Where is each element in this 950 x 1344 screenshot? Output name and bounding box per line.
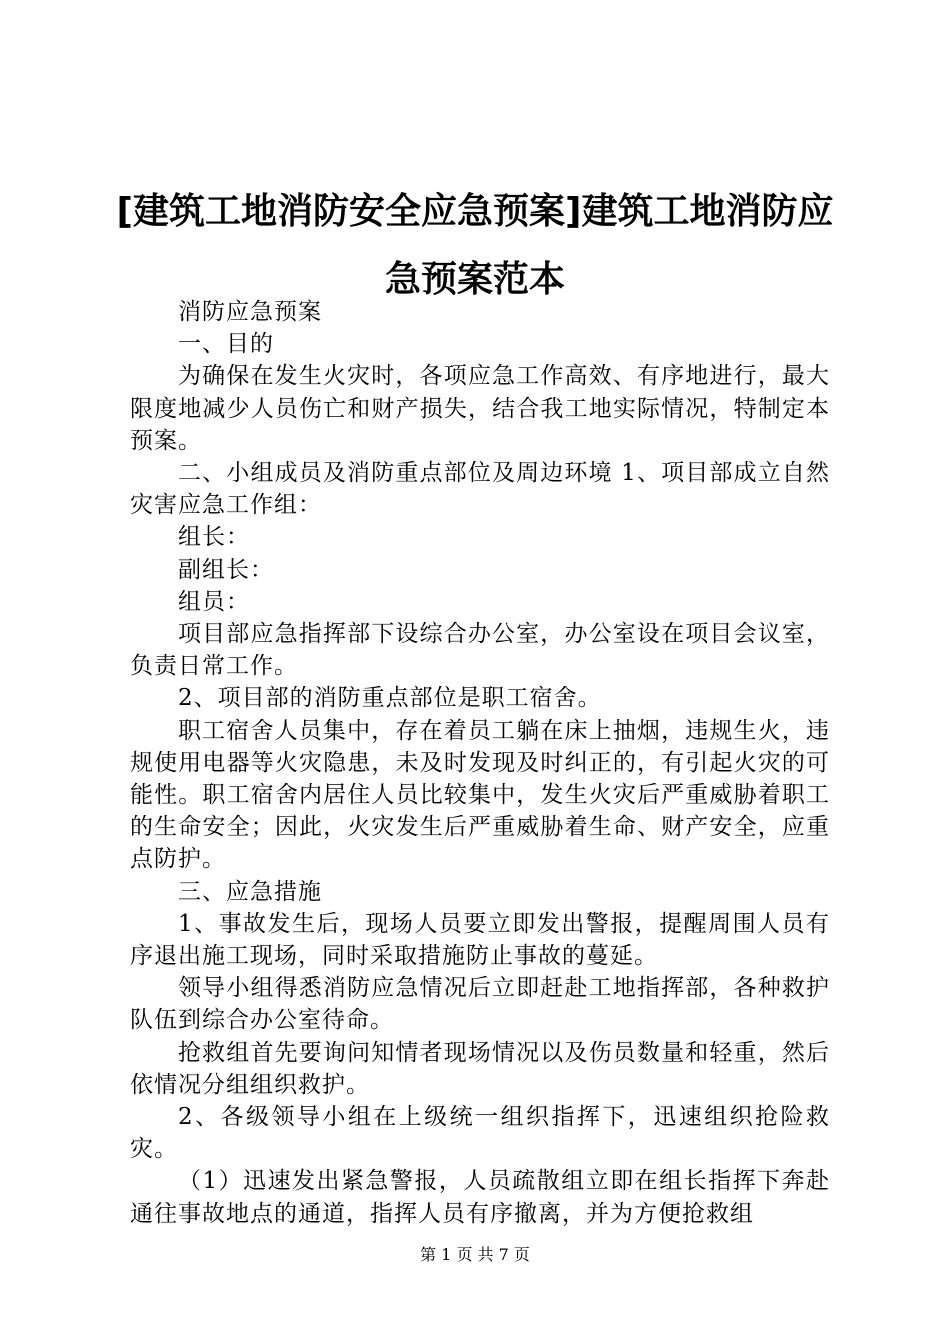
paragraph: 为确保在发生火灾时，各项应急工作高效、有序地进行，最大限度地减少人员伤亡和财产损失，结合我工地实际情况，特制定本预案。 <box>130 363 830 454</box>
title-line-2: 急预案范本 <box>384 259 565 300</box>
title-line-1: [建筑工地消防安全应急预案]建筑工地消防应 <box>116 191 834 232</box>
paragraph: 2、各级领导小组在上级统一组织指挥下，迅速组织抢险救灾。 <box>130 1104 830 1163</box>
document-body <box>130 296 830 1230</box>
paragraph: 组长： <box>178 524 250 551</box>
paragraph: 领导小组得悉消防应急情况后立即赶赴工地指挥部，各种救护队伍到综合办公室待命。 <box>130 975 830 1034</box>
page-footer: 第 1 页 共 7 页 <box>420 1245 530 1264</box>
paragraph: 消防应急预案 <box>178 299 322 325</box>
paragraph: 1、事故发生后，现场人员要立即发出警报，提醒周围人员有序退出施工现场，同时采取措施防止事故的蔓延。 <box>130 910 830 970</box>
paragraph: 2、项目部的消防重点部位是职工宿舍。 <box>178 685 602 712</box>
paragraph: 副组长： <box>178 556 274 583</box>
paragraph: （1）迅速发出紧急警报，人员疏散组立即在组长指挥下奔赴通往事故地点的通道，指挥人员有序撤离，并为方便抢救组 <box>130 1168 830 1227</box>
document-title <box>0 178 950 314</box>
paragraph: 组员： <box>178 588 250 615</box>
paragraph: 二、小组成员及消防重点部位及周边环境 1、项目部成立自然灾害应急工作组： <box>130 460 830 519</box>
paragraph: 职工宿舍人员集中，存在着员工躺在床上抽烟，违规生火，违规使用电器等火灾隐患，未及时发现及时纠正的，有引起火灾的可能性。职工宿舍内居住人员比较集中，发生火灾后严重威胁着职工的生命安全；因此，火灾发生后严重威胁着生命、财产安全，应重点防护。 <box>130 717 830 873</box>
paragraph: 项目部应急指挥部下设综合办公室，办公室设在项目会议室，负责日常工作。 <box>130 621 830 680</box>
paragraph: 一、目的 <box>178 331 274 358</box>
paragraph: 抢救组首先要询问知情者现场情况以及伤员数量和轻重，然后依情况分组组织救护。 <box>130 1039 830 1098</box>
paragraph: 三、应急措施 <box>178 878 322 905</box>
